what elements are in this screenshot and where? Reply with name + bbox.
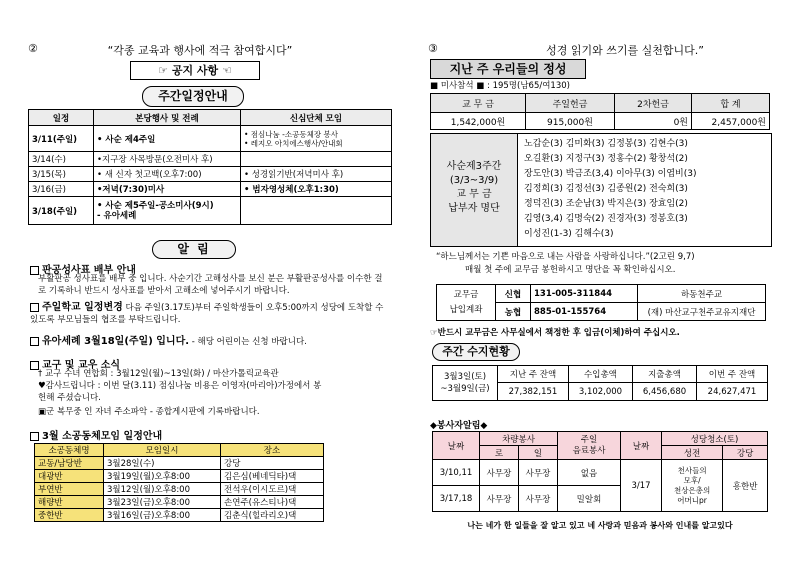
offering-table	[430, 93, 770, 130]
table-row	[35, 509, 324, 522]
donor-line: 이성진(1-3) 김해수(3)	[524, 229, 614, 239]
service-header-drink: 주일 음료봉사	[558, 432, 621, 460]
service-il: 사무장	[519, 460, 558, 486]
schedule-group	[241, 152, 392, 167]
finance-header: 지난 주 잔액	[498, 366, 569, 383]
schedule-event: • 사순 제4주일	[94, 126, 241, 152]
notice-title: ☞ 공지 사항 ☜	[130, 61, 260, 80]
donor-label-2: (3/3~3/9)	[449, 175, 499, 186]
finance-header: 이번 주 잔액	[697, 366, 768, 383]
offering-value: 2,457,000원	[692, 113, 770, 130]
alim1-title: 판공성사표 배부 안내	[42, 265, 136, 276]
service-header-sung: 성전	[662, 446, 723, 460]
offering-header: 주일헌금	[526, 94, 615, 113]
schedule-date: 3/14(수)	[29, 152, 94, 167]
offering-title: 지난 주 우리들의 정성	[430, 59, 586, 79]
donor-line: 노갑순(3) 김미화(3) 김정봉(3) 김현수(3)	[524, 139, 688, 149]
finance-value: 24,627,471	[697, 383, 768, 401]
schedule-date: 3/11(주일)	[29, 126, 94, 152]
table-row	[29, 182, 392, 197]
quote2: 매월 첫 주에 교무금 봉헌하시고 명단을 꼭 확인하십시오.	[465, 265, 676, 275]
donor-label-3: 교 무 금	[456, 189, 492, 200]
attendance: ■ 미사참석 ■ : 195명(남65/여130)	[430, 81, 570, 91]
account-note: ☞반드시 교무금은 사무실에서 책정한 후 입금(이체)하여 주십시오.	[430, 328, 680, 338]
schedule-event: •저녁(7:30)미사	[94, 182, 241, 197]
schedule-group: • 성경읽기반(저녁미사 후)	[241, 167, 392, 182]
meeting-time: 3월28일(수)	[104, 457, 221, 470]
finance-title: 주간 수지현황	[432, 343, 520, 361]
service-il: 사무장	[519, 486, 558, 512]
donor-line: 김정희(3) 김정선(3) 김종원(2) 전숙희(3)	[524, 184, 688, 194]
alim3	[30, 336, 390, 348]
left-motto: “각종 교육과 행사에 적극 참여합시다”	[107, 44, 293, 57]
service-header-date2: 날짜	[621, 432, 662, 460]
schedule-header-event: 본당행사 및 전례	[94, 110, 241, 126]
schedule-title: 주간일정안내	[142, 86, 244, 107]
account-number: 885-01-155764	[531, 303, 638, 321]
service-table	[432, 431, 768, 512]
alim4-line3: ▣군 복무중 인 자녀 주소파악 - 종합게시판에 기록바랍니다.	[38, 407, 260, 417]
alim3-heading	[30, 336, 189, 347]
service-ro: 사무장	[480, 460, 519, 486]
alim5-heading	[30, 427, 162, 442]
meeting-time: 3월16일(금)오후8:00	[104, 509, 221, 522]
offering-value: 1,542,000원	[431, 113, 526, 130]
service-header-il: 일	[519, 446, 558, 460]
table-row	[35, 496, 324, 509]
account-table	[436, 284, 766, 321]
service-header-ro: 로	[480, 446, 519, 460]
clean-gang: 흥한반	[723, 460, 768, 512]
finance-header: 수입총액	[568, 366, 632, 383]
finance-value: 27,382,151	[498, 383, 569, 401]
finance-header: 지출총액	[632, 366, 696, 383]
donor-line: 정덕진(3) 조순남(3) 박지은(3) 장효임(2)	[524, 199, 688, 209]
account-bank: 농협	[496, 303, 531, 321]
account-number: 131-005-311844	[531, 285, 638, 303]
service-header-car: 차량봉사	[480, 432, 558, 446]
checkbox-icon	[30, 303, 39, 312]
table-row	[29, 152, 392, 167]
table-row	[29, 126, 392, 152]
right-motto: 성경 읽기와 쓰기를 실천합니다.”	[546, 44, 704, 57]
clean-date: 3/17	[621, 460, 662, 512]
meeting-time: 3월19일(월)오후8:00	[104, 470, 221, 483]
table-row	[35, 457, 324, 470]
schedule-event: •지구장 사목방문(오전미사 후)	[94, 152, 241, 167]
quote: “하느님께서는 기쁜 마음으로 내는 사람을 사랑하십니다.”(2고린 9,7)	[436, 252, 695, 262]
schedule-header-group: 신심단체 모임	[241, 110, 392, 126]
donor-label	[431, 134, 518, 246]
alim1-body: 부활판공 성사표를 배부 중 입니다. 사순기간 고해성사를 보신 분은 부활판공성사를 이수한 걸로 기록하니 반드시 성사표를 받아서 고해소에 넣어주시기 바랍니다.	[38, 274, 383, 296]
meeting-table	[34, 443, 324, 522]
alim2-title: 주일학교 일정변경	[42, 302, 123, 313]
schedule-event: • 사순 제5주일-공소미사(9시) - 유아세례	[94, 197, 241, 225]
account-owner: 하동천주교	[638, 285, 766, 303]
offering-header: 2차헌금	[615, 94, 692, 113]
donor-label-1: 사순제3주간	[446, 161, 502, 172]
alim5-title: 3월 소공동체모임 일정안내	[42, 431, 163, 442]
alim3-body: - 해당 어린이는 신청 바랍니다.	[191, 337, 307, 347]
account-label: 교무금 납입계좌	[437, 285, 496, 321]
clean-sung: 천사들의 모후/ 천상은총의 어머니pr	[662, 460, 723, 512]
meeting-place: 김춘식(힐라리오)댁	[221, 509, 324, 522]
meeting-place: 김은심(베네딕타)댁	[221, 470, 324, 483]
finance-value: 6,456,680	[632, 383, 696, 401]
table-row	[29, 167, 392, 182]
table-row	[35, 483, 324, 496]
account-bank: 신협	[496, 285, 531, 303]
alim4-line2: ♥감사드립니다 : 이번 달(3.11) 점심나눔 비용은 이영자(마리아)가정에서 봉헌해 주셨습니다.	[38, 381, 322, 403]
schedule-date: 3/16(금)	[29, 182, 94, 197]
meeting-header-place: 장소	[221, 444, 324, 457]
alim3-title: 유아세례 3월18일(주일) 입니다.	[42, 336, 190, 347]
offering-value: 915,000원	[526, 113, 615, 130]
donor-line: 김영(3,4) 김명숙(2) 진경자(3) 정봉호(3)	[524, 214, 688, 224]
service-drink: 밀알회	[558, 486, 621, 512]
alim4-line1: † 교구 수녀 연합회 : 3월12일(월)~13일(화) / 마산가톨릭교육관	[38, 369, 279, 379]
offering-value: 0원	[615, 113, 692, 130]
meeting-name: 해량반	[35, 496, 104, 509]
checkbox-icon	[30, 337, 39, 346]
finance-value: 3,102,000	[568, 383, 632, 401]
meeting-place: 손연주(유스티나)댁	[221, 496, 324, 509]
schedule-header-date: 일정	[29, 110, 94, 126]
alim-title: 알 림	[152, 240, 236, 259]
meeting-name: 중한반	[35, 509, 104, 522]
service-date: 3/17,18	[433, 486, 480, 512]
donor-list	[524, 137, 697, 242]
service-title: ◆봉사자알림◆	[430, 421, 488, 431]
meeting-place: 전석우(이시도르)댁	[221, 483, 324, 496]
donor-line: 장도안(3) 박금조(3,4) 이아무(3) 이엽비(3)	[524, 169, 697, 179]
table-row	[433, 460, 768, 486]
schedule-group: • 범자영성체(오후1:30)	[241, 182, 392, 197]
schedule-event: • 새 신자 첫고백(오후7:00)	[94, 167, 241, 182]
offering-header: 교 무 금	[431, 94, 526, 113]
table-row	[35, 470, 324, 483]
meeting-header-time: 모임일시	[104, 444, 221, 457]
offering-header: 합 계	[692, 94, 770, 113]
schedule-table	[28, 109, 392, 225]
alim2-heading	[30, 302, 123, 313]
schedule-group	[241, 197, 392, 225]
account-owner: (재) 마산교구천주교유지재단	[638, 303, 766, 321]
meeting-time: 3월23일(금)오후8:00	[104, 496, 221, 509]
meeting-time: 3월12일(월)오후8:00	[104, 483, 221, 496]
alim4-title: 교구 및 교우 소식	[42, 360, 121, 371]
table-row	[29, 197, 392, 225]
schedule-date: 3/15(목)	[29, 167, 94, 182]
service-header-clean: 성당청소(토)	[662, 432, 768, 446]
right-page-number: ③	[428, 42, 438, 55]
alim2	[30, 302, 390, 326]
footer-verse: 나는 네가 한 일들을 잘 알고 있고 네 사랑과 믿음과 봉사와 인내를 알고있다	[467, 521, 733, 530]
alim2-body: 다음 주일(3.17토)부터 주일학생들이 오후5:00까지 성당에 도착할 수 있도록 부모님들의 협조를 부탁드립니다.	[30, 303, 384, 325]
service-drink: 없음	[558, 460, 621, 486]
donor-label-4: 납부자 명단	[448, 203, 500, 214]
table-row	[431, 113, 770, 130]
meeting-name: 교동/남당반	[35, 457, 104, 470]
service-date: 3/10,11	[433, 460, 480, 486]
service-header-gang: 강당	[723, 446, 768, 460]
meeting-name: 대광반	[35, 470, 104, 483]
donor-line: 오길환(3) 지정구(3) 정홍수(2) 황창석(2)	[524, 154, 688, 164]
schedule-date: 3/18(주일)	[29, 197, 94, 225]
donor-box	[430, 133, 772, 247]
finance-table	[432, 365, 768, 401]
meeting-place: 강당	[221, 457, 324, 470]
service-header-date: 날짜	[433, 432, 480, 460]
checkbox-icon	[30, 432, 39, 441]
left-page-number: ②	[28, 42, 38, 55]
meeting-name: 부연반	[35, 483, 104, 496]
service-ro: 사무장	[480, 486, 519, 512]
meeting-header-name: 소공동체명	[35, 444, 104, 457]
finance-period: 3월3일(토) ~3월9일(금)	[433, 366, 498, 401]
schedule-group: • 점심나눔 -소공동체장 봉사 • 레지오 아치에스행사/안내회	[241, 126, 392, 152]
